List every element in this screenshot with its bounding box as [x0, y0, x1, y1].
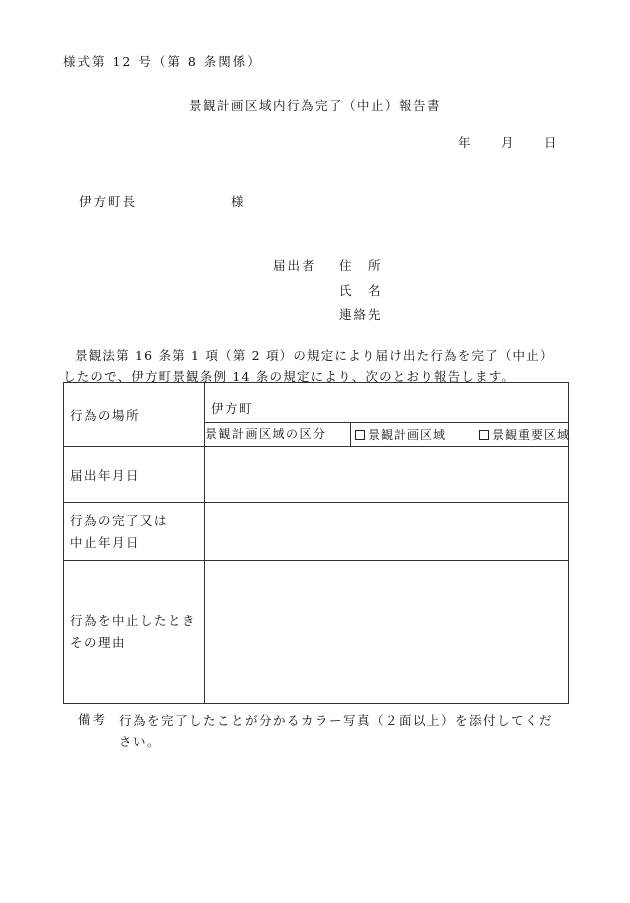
name-label: 氏 名 — [339, 283, 383, 298]
reason-label-line1: 行為を中止したとき — [70, 613, 197, 628]
notification-date-label: 届出年月日 — [70, 467, 141, 483]
district-option-label: 景観計画区域 — [368, 428, 447, 442]
district-options — [351, 423, 574, 446]
place-value: 伊方町 — [211, 401, 254, 416]
district-option-important-landscape[interactable] — [479, 426, 570, 443]
district-option-landscape-plan[interactable] — [355, 426, 446, 443]
district-cell — [205, 423, 569, 447]
checkbox-icon[interactable] — [479, 430, 489, 440]
place-label: 行為の場所 — [70, 407, 141, 423]
place-value-cell[interactable] — [205, 383, 569, 423]
notifier-label: 届出者 — [273, 258, 317, 273]
day-label: 日 — [544, 135, 557, 150]
completion-date-label-cell — [64, 503, 205, 561]
district-row — [199, 423, 574, 446]
completion-date-value-cell[interactable] — [205, 503, 569, 561]
reason-label-line2: その理由 — [70, 635, 127, 650]
report-statement: 景観法第 16 条第 1 項（第 2 項）の規定により届け出た行為を完了（中止）したので、伊方町景観条例 14 条の規定により、次のとおり報告します。 — [63, 348, 554, 384]
reason-label-cell — [64, 561, 205, 704]
addressee-name: 伊方町長 — [79, 194, 138, 209]
place-label-cell — [64, 383, 205, 447]
addressee-suffix: 様 — [231, 194, 244, 209]
contact-label: 連絡先 — [339, 307, 383, 322]
district-label: 景観計画区域の区分 — [199, 423, 351, 446]
checkbox-icon[interactable] — [355, 430, 365, 440]
notification-date-label-cell — [64, 447, 205, 503]
notification-date-value-cell[interactable] — [205, 447, 569, 503]
district-option-label: 景観重要区域 — [491, 428, 570, 442]
completion-date-label-line2: 中止年月日 — [70, 534, 141, 550]
remarks-text: 行為を完了したことが分かるカラー写真（２面以上）を添付してください。 — [119, 713, 554, 749]
form-number: 様式第 12 号（第 8 条関係） — [63, 54, 262, 69]
reason-value-cell[interactable] — [205, 561, 569, 704]
year-label: 年 — [458, 135, 471, 150]
address-label: 住 所 — [339, 258, 383, 273]
report-form-table — [63, 382, 569, 704]
remarks-label: 備考 — [78, 712, 108, 727]
completion-date-label-line1: 行為の完了又は — [70, 512, 169, 528]
month-label: 月 — [501, 135, 514, 150]
document-title: 景観計画区域内行為完了（中止）報告書 — [188, 98, 441, 113]
